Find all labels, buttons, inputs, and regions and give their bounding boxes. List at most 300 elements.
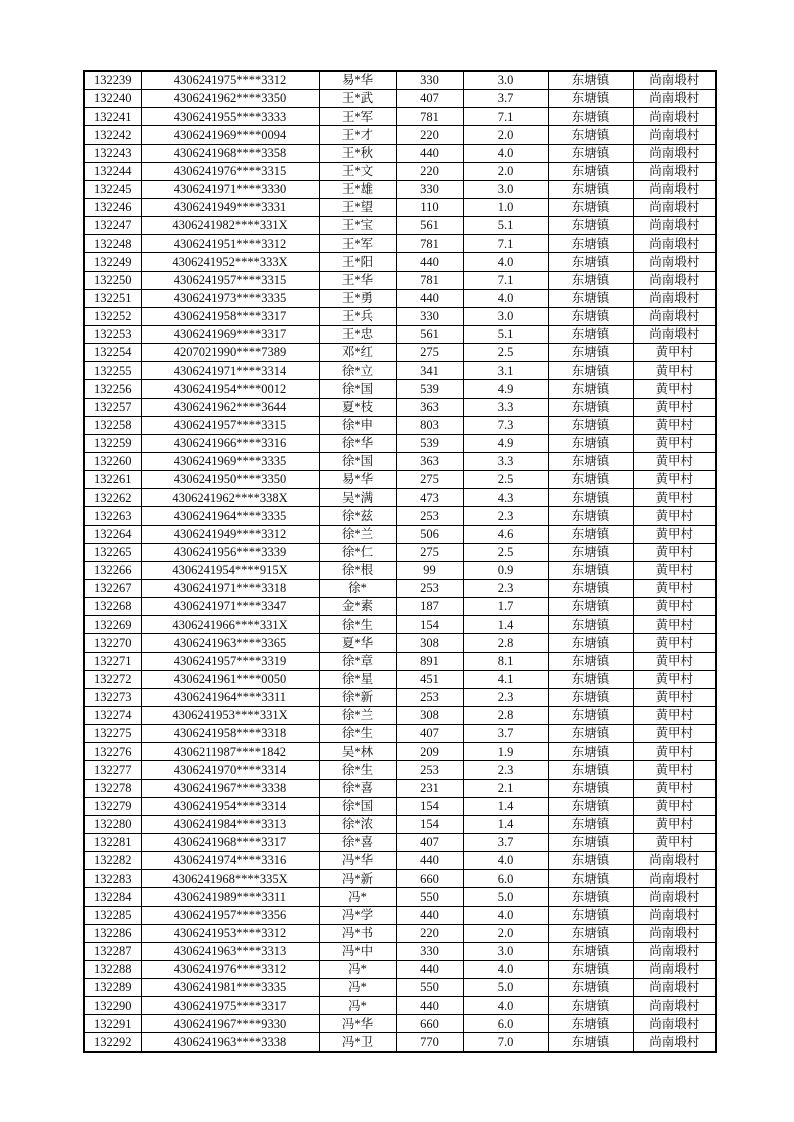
table-cell: 660 xyxy=(396,1015,463,1033)
table-cell: 王*宝 xyxy=(319,217,396,235)
table-cell: 132265 xyxy=(84,543,141,561)
table-cell: 4306241953****3312 xyxy=(141,924,319,942)
table-cell: 东塘镇 xyxy=(548,452,633,470)
table-cell: 黄甲村 xyxy=(633,398,716,416)
table-row xyxy=(84,1015,716,1033)
table-cell: 徐*兰 xyxy=(319,706,396,724)
table-cell: 黄甲村 xyxy=(633,471,716,489)
table-cell: 330 xyxy=(396,307,463,325)
table-cell: 473 xyxy=(396,489,463,507)
table-cell: 132260 xyxy=(84,452,141,470)
table-cell: 徐*兰 xyxy=(319,525,396,543)
table-cell: 尚南塅村 xyxy=(633,126,716,144)
table-cell: 黄甲村 xyxy=(633,616,716,634)
table-row xyxy=(84,833,716,851)
table-cell: 132254 xyxy=(84,344,141,362)
table-cell: 308 xyxy=(396,634,463,652)
table-cell: 冯*卫 xyxy=(319,1033,396,1052)
table-cell: 2.0 xyxy=(463,126,548,144)
table-cell: 132257 xyxy=(84,398,141,416)
table-cell: 易*华 xyxy=(319,471,396,489)
table-row xyxy=(84,271,716,289)
table-cell: 东塘镇 xyxy=(548,634,633,652)
table-cell: 东塘镇 xyxy=(548,144,633,162)
table-cell: 407 xyxy=(396,725,463,743)
table-cell: 220 xyxy=(396,924,463,942)
table-cell: 781 xyxy=(396,271,463,289)
table-cell: 东塘镇 xyxy=(548,960,633,978)
table-cell: 王*秋 xyxy=(319,144,396,162)
table-cell: 4306241968****335X xyxy=(141,870,319,888)
table-cell: 4.9 xyxy=(463,434,548,452)
table-cell: 东塘镇 xyxy=(548,688,633,706)
table-row xyxy=(84,90,716,108)
table-row xyxy=(84,634,716,652)
table-cell: 4306241967****9330 xyxy=(141,1015,319,1033)
table-row xyxy=(84,561,716,579)
table-cell: 330 xyxy=(396,71,463,90)
table-cell: 132281 xyxy=(84,833,141,851)
table-cell: 132258 xyxy=(84,416,141,434)
table-row xyxy=(84,924,716,942)
table-cell: 黄甲村 xyxy=(633,833,716,851)
table-cell: 4306241966****331X xyxy=(141,616,319,634)
table-cell: 3.7 xyxy=(463,833,548,851)
table-cell: 东塘镇 xyxy=(548,797,633,815)
table-cell: 550 xyxy=(396,888,463,906)
table-cell: 东塘镇 xyxy=(548,870,633,888)
table-row xyxy=(84,253,716,271)
table-cell: 夏*华 xyxy=(319,634,396,652)
table-cell: 2.0 xyxy=(463,924,548,942)
table-cell: 2.3 xyxy=(463,507,548,525)
table-cell: 东塘镇 xyxy=(548,108,633,126)
table-row xyxy=(84,362,716,380)
table-cell: 尚南塅村 xyxy=(633,888,716,906)
table-row xyxy=(84,289,716,307)
table-row xyxy=(84,888,716,906)
table-cell: 徐*国 xyxy=(319,452,396,470)
table-row xyxy=(84,797,716,815)
table-cell: 东塘镇 xyxy=(548,271,633,289)
table-cell: 黄甲村 xyxy=(633,543,716,561)
table-cell: 尚南塅村 xyxy=(633,1033,716,1052)
table-cell: 东塘镇 xyxy=(548,489,633,507)
table-cell: 冯*华 xyxy=(319,852,396,870)
table-cell: 尚南塅村 xyxy=(633,289,716,307)
table-cell: 王*阳 xyxy=(319,253,396,271)
table-cell: 尚南塅村 xyxy=(633,199,716,217)
table-cell: 132253 xyxy=(84,326,141,344)
table-cell: 黄甲村 xyxy=(633,652,716,670)
table-cell: 99 xyxy=(396,561,463,579)
table-cell: 徐*生 xyxy=(319,725,396,743)
table-cell: 东塘镇 xyxy=(548,652,633,670)
table-cell: 4306241949****3312 xyxy=(141,525,319,543)
table-cell: 尚南塅村 xyxy=(633,924,716,942)
table-cell: 东塘镇 xyxy=(548,561,633,579)
table-cell: 803 xyxy=(396,416,463,434)
table-cell: 东塘镇 xyxy=(548,471,633,489)
table-cell: 王*雄 xyxy=(319,180,396,198)
table-row xyxy=(84,126,716,144)
table-row xyxy=(84,108,716,126)
table-cell: 4306241976****3312 xyxy=(141,960,319,978)
table-row xyxy=(84,180,716,198)
table-cell: 东塘镇 xyxy=(548,307,633,325)
table-cell: 1.0 xyxy=(463,199,548,217)
table-cell: 4.0 xyxy=(463,997,548,1015)
table-cell: 7.1 xyxy=(463,235,548,253)
table-cell: 1.4 xyxy=(463,797,548,815)
table-row xyxy=(84,616,716,634)
table-cell: 王*忠 xyxy=(319,326,396,344)
table-cell: 5.0 xyxy=(463,979,548,997)
table-cell: 4306241954****3314 xyxy=(141,797,319,815)
table-row xyxy=(84,761,716,779)
table-cell: 东塘镇 xyxy=(548,598,633,616)
table-cell: 夏*枝 xyxy=(319,398,396,416)
table-cell: 7.1 xyxy=(463,271,548,289)
table-cell: 132244 xyxy=(84,162,141,180)
table-cell: 132284 xyxy=(84,888,141,906)
table-cell: 吴*林 xyxy=(319,743,396,761)
table-cell: 154 xyxy=(396,815,463,833)
table-cell: 4306241956****3339 xyxy=(141,543,319,561)
table-cell: 东塘镇 xyxy=(548,670,633,688)
table-cell: 4306241957****3319 xyxy=(141,652,319,670)
table-cell: 506 xyxy=(396,525,463,543)
table-row xyxy=(84,344,716,362)
table-cell: 东塘镇 xyxy=(548,380,633,398)
table-cell: 尚南塅村 xyxy=(633,253,716,271)
table-cell: 132283 xyxy=(84,870,141,888)
table-cell: 3.7 xyxy=(463,725,548,743)
table-cell: 4306241969****3317 xyxy=(141,326,319,344)
table-row xyxy=(84,471,716,489)
table-row xyxy=(84,870,716,888)
table-cell: 781 xyxy=(396,108,463,126)
table-cell: 132270 xyxy=(84,634,141,652)
table-cell: 东塘镇 xyxy=(548,434,633,452)
table-cell: 东塘镇 xyxy=(548,888,633,906)
table-cell: 东塘镇 xyxy=(548,180,633,198)
table-cell: 东塘镇 xyxy=(548,416,633,434)
table-cell: 徐*浓 xyxy=(319,815,396,833)
table-cell: 东塘镇 xyxy=(548,1015,633,1033)
table-cell: 4306241963****3313 xyxy=(141,942,319,960)
table-cell: 7.0 xyxy=(463,1033,548,1052)
table-cell: 4306241976****3315 xyxy=(141,162,319,180)
table-row xyxy=(84,997,716,1015)
table-cell: 209 xyxy=(396,743,463,761)
table-cell: 132290 xyxy=(84,997,141,1015)
table-cell: 440 xyxy=(396,997,463,1015)
table-cell: 253 xyxy=(396,761,463,779)
table-cell: 4306241962****3350 xyxy=(141,90,319,108)
table-cell: 132266 xyxy=(84,561,141,579)
table-cell: 0.9 xyxy=(463,561,548,579)
table-cell: 王*文 xyxy=(319,162,396,180)
table-row xyxy=(84,815,716,833)
table-body xyxy=(84,71,716,1052)
table-cell: 东塘镇 xyxy=(548,71,633,90)
table-cell: 5.0 xyxy=(463,888,548,906)
table-cell: 2.8 xyxy=(463,706,548,724)
table-cell: 东塘镇 xyxy=(548,362,633,380)
table-cell: 363 xyxy=(396,398,463,416)
table-cell: 550 xyxy=(396,979,463,997)
table-row xyxy=(84,598,716,616)
table-cell: 冯*书 xyxy=(319,924,396,942)
table-cell: 132251 xyxy=(84,289,141,307)
table-cell: 尚南塅村 xyxy=(633,870,716,888)
table-cell: 4207021990****7389 xyxy=(141,344,319,362)
table-cell: 132288 xyxy=(84,960,141,978)
table-cell: 132247 xyxy=(84,217,141,235)
table-cell: 4306241954****915X xyxy=(141,561,319,579)
table-cell: 770 xyxy=(396,1033,463,1052)
table-cell: 东塘镇 xyxy=(548,852,633,870)
table-cell: 4306241968****3358 xyxy=(141,144,319,162)
table-cell: 6.0 xyxy=(463,1015,548,1033)
table-cell: 4306241989****3311 xyxy=(141,888,319,906)
table-cell: 东塘镇 xyxy=(548,906,633,924)
table-row xyxy=(84,743,716,761)
table-cell: 4.0 xyxy=(463,253,548,271)
table-cell: 4306241971****3314 xyxy=(141,362,319,380)
table-cell: 东塘镇 xyxy=(548,507,633,525)
table-cell: 尚南塅村 xyxy=(633,960,716,978)
table-cell: 253 xyxy=(396,579,463,597)
table-cell: 4306241971****3318 xyxy=(141,579,319,597)
table-cell: 1.9 xyxy=(463,743,548,761)
table-cell: 王*勇 xyxy=(319,289,396,307)
table-cell: 341 xyxy=(396,362,463,380)
table-cell: 4306241968****3317 xyxy=(141,833,319,851)
table-cell: 4306241984****3313 xyxy=(141,815,319,833)
table-cell: 尚南塅村 xyxy=(633,217,716,235)
table-cell: 东塘镇 xyxy=(548,525,633,543)
table-cell: 2.3 xyxy=(463,688,548,706)
table-cell: 东塘镇 xyxy=(548,253,633,271)
table-cell: 4.6 xyxy=(463,525,548,543)
table-cell: 黄甲村 xyxy=(633,507,716,525)
table-cell: 4306241958****3318 xyxy=(141,725,319,743)
table-row xyxy=(84,144,716,162)
table-row xyxy=(84,507,716,525)
table-cell: 4306241970****3314 xyxy=(141,761,319,779)
table-cell: 220 xyxy=(396,162,463,180)
table-cell: 4306241951****3312 xyxy=(141,235,319,253)
table-cell: 东塘镇 xyxy=(548,833,633,851)
table-cell: 2.5 xyxy=(463,471,548,489)
table-cell: 4306241975****3317 xyxy=(141,997,319,1015)
table-cell: 539 xyxy=(396,434,463,452)
table-cell: 275 xyxy=(396,471,463,489)
table-cell: 东塘镇 xyxy=(548,326,633,344)
table-cell: 154 xyxy=(396,616,463,634)
table-cell: 561 xyxy=(396,217,463,235)
table-cell: 4.0 xyxy=(463,289,548,307)
table-cell: 东塘镇 xyxy=(548,743,633,761)
table-cell: 3.0 xyxy=(463,180,548,198)
table-cell: 132261 xyxy=(84,471,141,489)
table-cell: 黄甲村 xyxy=(633,380,716,398)
table-cell: 451 xyxy=(396,670,463,688)
table-cell: 徐*国 xyxy=(319,797,396,815)
table-cell: 275 xyxy=(396,543,463,561)
table-cell: 吴*满 xyxy=(319,489,396,507)
table-cell: 邓*红 xyxy=(319,344,396,362)
table-cell: 东塘镇 xyxy=(548,979,633,997)
table-cell: 4.0 xyxy=(463,906,548,924)
table-cell: 3.3 xyxy=(463,398,548,416)
table-cell: 东塘镇 xyxy=(548,126,633,144)
table-cell: 1.7 xyxy=(463,598,548,616)
table-cell: 徐*根 xyxy=(319,561,396,579)
table-cell: 东塘镇 xyxy=(548,706,633,724)
table-cell: 尚南塅村 xyxy=(633,144,716,162)
table-cell: 尚南塅村 xyxy=(633,71,716,90)
table-cell: 132292 xyxy=(84,1033,141,1052)
table-cell: 4306241973****3335 xyxy=(141,289,319,307)
table-row xyxy=(84,235,716,253)
table-cell: 7.1 xyxy=(463,108,548,126)
table-row xyxy=(84,525,716,543)
table-cell: 132274 xyxy=(84,706,141,724)
table-cell: 440 xyxy=(396,253,463,271)
table-row xyxy=(84,579,716,597)
table-cell: 132256 xyxy=(84,380,141,398)
table-row xyxy=(84,398,716,416)
table-cell: 王*望 xyxy=(319,199,396,217)
table-cell: 尚南塅村 xyxy=(633,906,716,924)
table-cell: 132277 xyxy=(84,761,141,779)
table-cell: 尚南塅村 xyxy=(633,942,716,960)
table-cell: 黄甲村 xyxy=(633,598,716,616)
table-cell: 冯* xyxy=(319,979,396,997)
table-cell: 132268 xyxy=(84,598,141,616)
table-row xyxy=(84,326,716,344)
table-cell: 132267 xyxy=(84,579,141,597)
table-cell: 黄甲村 xyxy=(633,362,716,380)
table-cell: 尚南塅村 xyxy=(633,1015,716,1033)
table-cell: 4306241952****333X xyxy=(141,253,319,271)
table-cell: 4306241961****0050 xyxy=(141,670,319,688)
table-row xyxy=(84,452,716,470)
table-cell: 3.7 xyxy=(463,90,548,108)
table-cell: 330 xyxy=(396,942,463,960)
table-cell: 132269 xyxy=(84,616,141,634)
table-cell: 4306241949****3331 xyxy=(141,199,319,217)
table-cell: 132272 xyxy=(84,670,141,688)
table-row xyxy=(84,434,716,452)
table-cell: 东塘镇 xyxy=(548,779,633,797)
table-cell: 尚南塅村 xyxy=(633,307,716,325)
table-cell: 东塘镇 xyxy=(548,616,633,634)
table-cell: 冯* xyxy=(319,888,396,906)
table-cell: 1.4 xyxy=(463,616,548,634)
table-cell: 132285 xyxy=(84,906,141,924)
table-cell: 4306241964****3311 xyxy=(141,688,319,706)
table-cell: 东塘镇 xyxy=(548,997,633,1015)
table-cell: 徐* xyxy=(319,579,396,597)
table-cell: 4306241964****3335 xyxy=(141,507,319,525)
table-cell: 冯*华 xyxy=(319,1015,396,1033)
table-cell: 4306241963****3338 xyxy=(141,1033,319,1052)
table-cell: 东塘镇 xyxy=(548,725,633,743)
table-cell: 4306241969****0094 xyxy=(141,126,319,144)
table-cell: 东塘镇 xyxy=(548,235,633,253)
table-cell: 黄甲村 xyxy=(633,634,716,652)
table-cell: 231 xyxy=(396,779,463,797)
table-cell: 4306211987****1842 xyxy=(141,743,319,761)
table-cell: 132249 xyxy=(84,253,141,271)
table-cell: 尚南塅村 xyxy=(633,271,716,289)
table-cell: 132279 xyxy=(84,797,141,815)
table-cell: 徐*立 xyxy=(319,362,396,380)
table-cell: 黄甲村 xyxy=(633,725,716,743)
table-cell: 132282 xyxy=(84,852,141,870)
table-cell: 4.1 xyxy=(463,670,548,688)
table-cell: 东塘镇 xyxy=(548,543,633,561)
table-row xyxy=(84,489,716,507)
table-cell: 东塘镇 xyxy=(548,289,633,307)
table-cell: 110 xyxy=(396,199,463,217)
table-cell: 891 xyxy=(396,652,463,670)
table-cell: 4306241971****3330 xyxy=(141,180,319,198)
table-cell: 2.5 xyxy=(463,543,548,561)
table-cell: 王*兵 xyxy=(319,307,396,325)
table-cell: 黄甲村 xyxy=(633,344,716,362)
table-cell: 8.1 xyxy=(463,652,548,670)
table-cell: 黄甲村 xyxy=(633,670,716,688)
table-cell: 2.5 xyxy=(463,344,548,362)
table-cell: 6.0 xyxy=(463,870,548,888)
table-cell: 132255 xyxy=(84,362,141,380)
table-cell: 王*军 xyxy=(319,108,396,126)
table-cell: 黄甲村 xyxy=(633,797,716,815)
table-cell: 东塘镇 xyxy=(548,162,633,180)
table-cell: 4306241962****338X xyxy=(141,489,319,507)
table-cell: 3.3 xyxy=(463,452,548,470)
table-cell: 5.1 xyxy=(463,217,548,235)
table-cell: 徐*兹 xyxy=(319,507,396,525)
table-cell: 尚南塅村 xyxy=(633,852,716,870)
table-cell: 2.0 xyxy=(463,162,548,180)
table-cell: 2.3 xyxy=(463,761,548,779)
table-cell: 徐*仁 xyxy=(319,543,396,561)
table-cell: 132262 xyxy=(84,489,141,507)
table-cell: 东塘镇 xyxy=(548,199,633,217)
table-cell: 黄甲村 xyxy=(633,579,716,597)
table-cell: 王*华 xyxy=(319,271,396,289)
table-cell: 781 xyxy=(396,235,463,253)
table-cell: 黄甲村 xyxy=(633,688,716,706)
table-cell: 7.3 xyxy=(463,416,548,434)
table-cell: 4.9 xyxy=(463,380,548,398)
table-cell: 132240 xyxy=(84,90,141,108)
table-cell: 330 xyxy=(396,180,463,198)
table-cell: 东塘镇 xyxy=(548,398,633,416)
table-cell: 徐*星 xyxy=(319,670,396,688)
table-cell: 132291 xyxy=(84,1015,141,1033)
table-cell: 黄甲村 xyxy=(633,525,716,543)
table-cell: 4306241971****3347 xyxy=(141,598,319,616)
table-cell: 220 xyxy=(396,126,463,144)
table-cell: 253 xyxy=(396,507,463,525)
